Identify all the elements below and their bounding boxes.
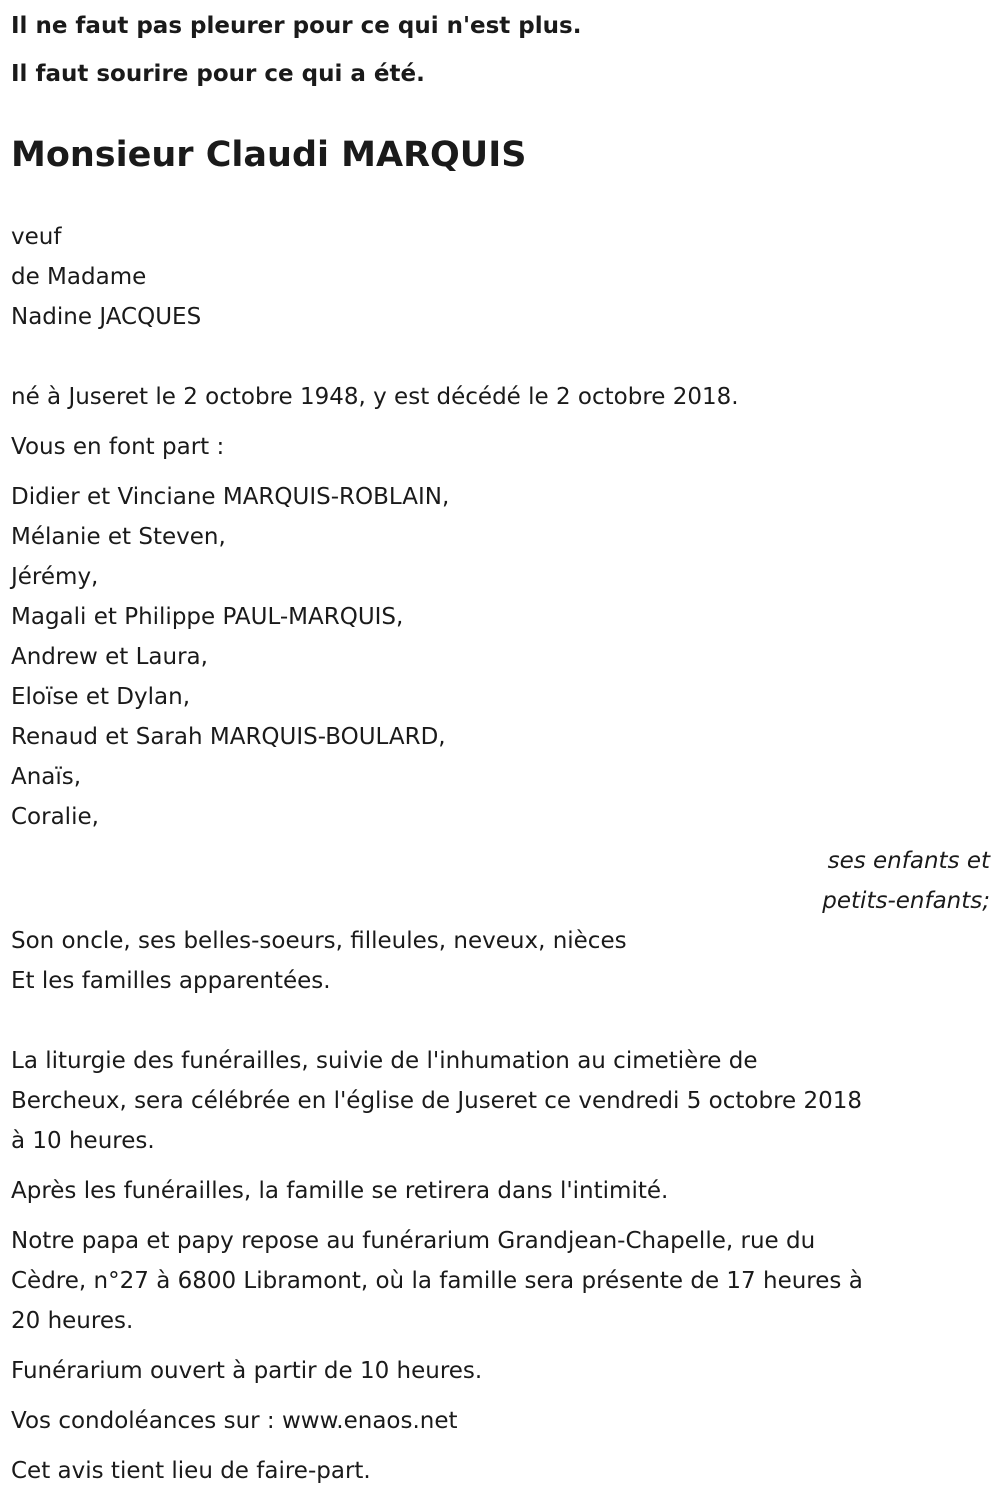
after-funeral-line: Après les funérailles, la famille se retirera dans l'intimité. <box>11 1178 669 1204</box>
funeral-block <box>11 1041 991 1161</box>
obituary-notice <box>11 0 991 1491</box>
family-member: Renaud et Sarah MARQUIS-BOULARD, <box>11 724 446 750</box>
spouse-line-1: veuf <box>11 224 62 250</box>
family-member: Didier et Vinciane MARQUIS-ROBLAIN, <box>11 484 450 510</box>
funeral-line-1: La liturgie des funérailles, suivie de l'inhumation au cimetière de <box>11 1048 758 1074</box>
family-member: Mélanie et Steven, <box>11 524 226 550</box>
deceased-name: Monsieur Claudi MARQUIS <box>11 135 527 175</box>
family-member: Eloïse et Dylan, <box>11 684 191 710</box>
family-list <box>11 477 991 837</box>
funerarium-block <box>11 1221 991 1341</box>
funerarium-line-2: Cèdre, n°27 à 6800 Libramont, où la famille sera présente de 17 heures à <box>11 1268 863 1294</box>
spouse-line-3: Nadine JACQUES <box>11 304 202 330</box>
quote-line-2: Il faut sourire pour ce qui a été. <box>11 61 425 87</box>
family-relation-line-2: petits-enfants; <box>822 888 990 914</box>
extended-family-line-1: Son oncle, ses belles-soeurs, filleules, neveux, nièces <box>11 928 627 954</box>
quote-line-1: Il ne faut pas pleurer pour ce qui n'est plus. <box>11 13 582 39</box>
birth-death-line: né à Juseret le 2 octobre 1948, y est décédé le 2 octobre 2018. <box>11 384 739 410</box>
spouse-block <box>11 217 991 337</box>
family-relation-line-1: ses enfants et <box>827 848 990 874</box>
funerarium-open-line: Funérarium ouvert à partir de 10 heures. <box>11 1358 483 1384</box>
funeral-line-3: à 10 heures. <box>11 1128 155 1154</box>
family-member: Anaïs, <box>11 764 82 790</box>
family-member: Coralie, <box>11 804 99 830</box>
family-member: Magali et Philippe PAUL-MARQUIS, <box>11 604 404 630</box>
family-member: Jérémy, <box>11 564 99 590</box>
notice-line: Cet avis tient lieu de faire-part. <box>11 1458 371 1484</box>
funerarium-line-1: Notre papa et papy repose au funérarium Grandjean-Chapelle, rue du <box>11 1228 816 1254</box>
family-member: Andrew et Laura, <box>11 644 208 670</box>
condolences-line: Vos condoléances sur : www.enaos.net <box>11 1408 458 1434</box>
spouse-line-2: de Madame <box>11 264 147 290</box>
announce-intro: Vous en font part : <box>11 434 225 460</box>
extended-family-block <box>11 921 991 1001</box>
extended-family-line-2: Et les familles apparentées. <box>11 968 331 994</box>
funerarium-line-3: 20 heures. <box>11 1308 134 1334</box>
funeral-line-2: Bercheux, sera célébrée en l'église de Juseret ce vendredi 5 octobre 2018 <box>11 1088 863 1114</box>
